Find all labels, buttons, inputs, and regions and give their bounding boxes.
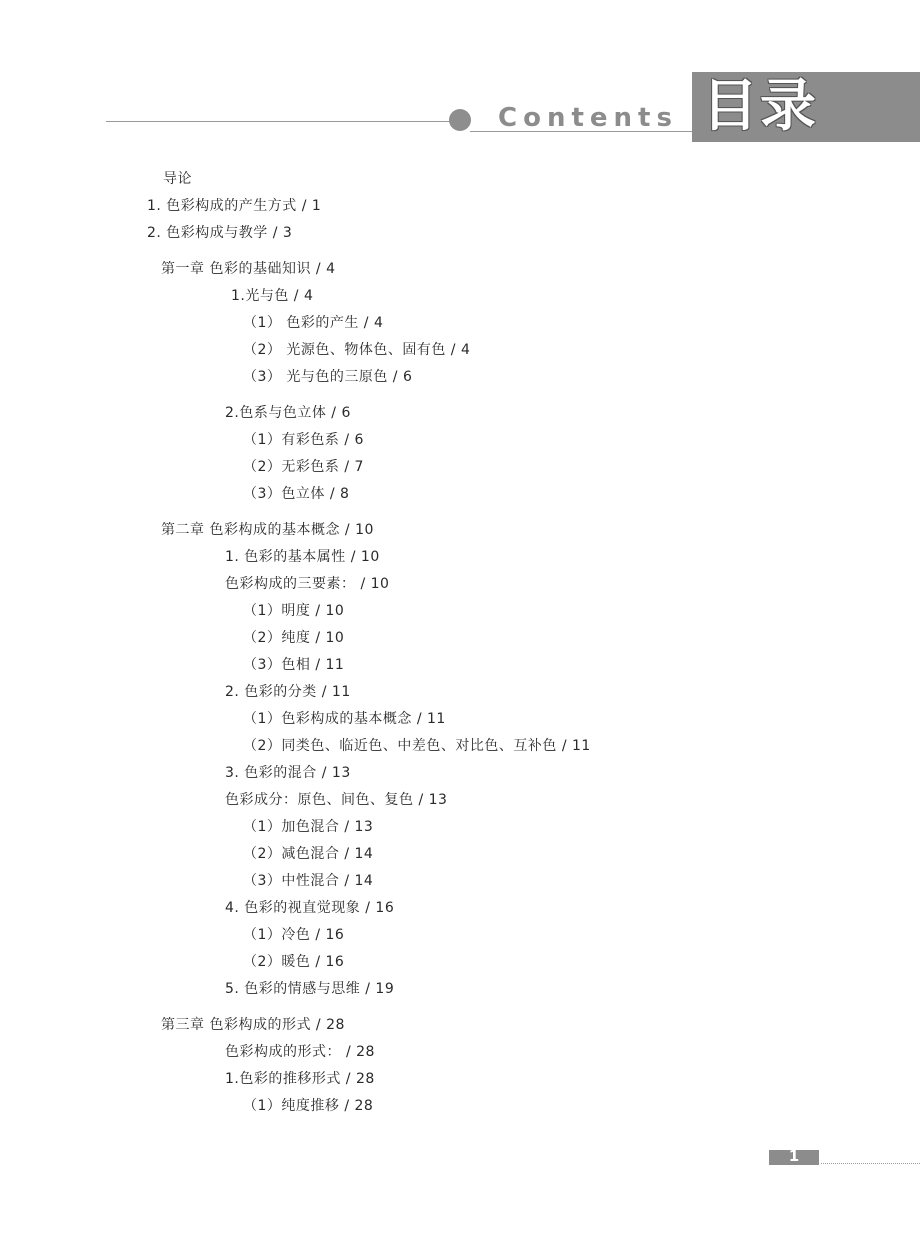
toc-entry[interactable]: （2）同类色、临近色、中差色、对比色、互补色 / 11 xyxy=(243,738,591,754)
header-chinese-title: 目录 xyxy=(702,74,818,139)
page-number: 1 xyxy=(788,1147,800,1165)
toc-entry[interactable]: 2.色系与色立体 / 6 xyxy=(225,405,351,421)
header-english-title: Contents xyxy=(498,103,678,133)
toc-entry[interactable]: 2. 色彩的分类 / 11 xyxy=(225,684,351,700)
toc-entry[interactable]: 3. 色彩的混合 / 13 xyxy=(225,765,351,781)
toc-entry[interactable]: （2）无彩色系 / 7 xyxy=(243,459,364,475)
toc-entry[interactable]: （3）色立体 / 8 xyxy=(243,486,350,502)
toc-entry[interactable]: （1）明度 / 10 xyxy=(243,603,345,619)
toc-entry[interactable]: （2）暖色 / 16 xyxy=(243,954,345,970)
toc-entry[interactable]: 4. 色彩的视直觉现象 / 16 xyxy=(225,900,395,916)
footer-dotted-rule xyxy=(821,1163,920,1164)
toc-entry[interactable]: （2）减色混合 / 14 xyxy=(243,846,374,862)
toc-entry[interactable]: （2） 光源色、物体色、固有色 / 4 xyxy=(243,342,471,358)
toc-entry[interactable]: 2. 色彩构成与教学 / 3 xyxy=(147,225,293,241)
toc-entry[interactable]: （1） 色彩的产生 / 4 xyxy=(243,315,384,331)
toc-entry[interactable]: 导论 xyxy=(163,171,192,187)
toc-entry[interactable]: （3） 光与色的三原色 / 6 xyxy=(243,369,413,385)
toc-entry[interactable]: 色彩构成的形式： / 28 xyxy=(225,1044,375,1060)
toc-entry[interactable]: （1）冷色 / 16 xyxy=(243,927,345,943)
toc-entry[interactable]: （1）色彩构成的基本概念 / 11 xyxy=(243,711,446,727)
toc-entry[interactable]: 5. 色彩的情感与思维 / 19 xyxy=(225,981,395,997)
toc-chapter[interactable]: 第一章 色彩的基础知识 / 4 xyxy=(161,261,336,277)
toc-chapter[interactable]: 第二章 色彩构成的基本概念 / 10 xyxy=(161,522,374,538)
toc-entry[interactable]: 色彩成分：原色、间色、复色 / 13 xyxy=(225,792,448,808)
toc-entry[interactable]: 1.色彩的推移形式 / 28 xyxy=(225,1071,375,1087)
toc-entry[interactable]: （3）色相 / 11 xyxy=(243,657,345,673)
toc-entry[interactable]: 1.光与色 / 4 xyxy=(231,288,314,304)
toc-entry[interactable]: 1. 色彩的基本属性 / 10 xyxy=(225,549,380,565)
toc-entry[interactable]: （1）有彩色系 / 6 xyxy=(243,432,364,448)
toc-entry[interactable]: （2）纯度 / 10 xyxy=(243,630,345,646)
toc-entry[interactable]: 1. 色彩构成的产生方式 / 1 xyxy=(147,198,322,214)
toc-entry[interactable]: 色彩构成的三要素： / 10 xyxy=(225,576,390,592)
toc-entry[interactable]: （3）中性混合 / 14 xyxy=(243,873,374,889)
toc-entry[interactable]: （1）纯度推移 / 28 xyxy=(243,1098,374,1114)
toc-chapter[interactable]: 第三章 色彩构成的形式 / 28 xyxy=(161,1017,345,1033)
toc-entry[interactable]: （1）加色混合 / 13 xyxy=(243,819,374,835)
